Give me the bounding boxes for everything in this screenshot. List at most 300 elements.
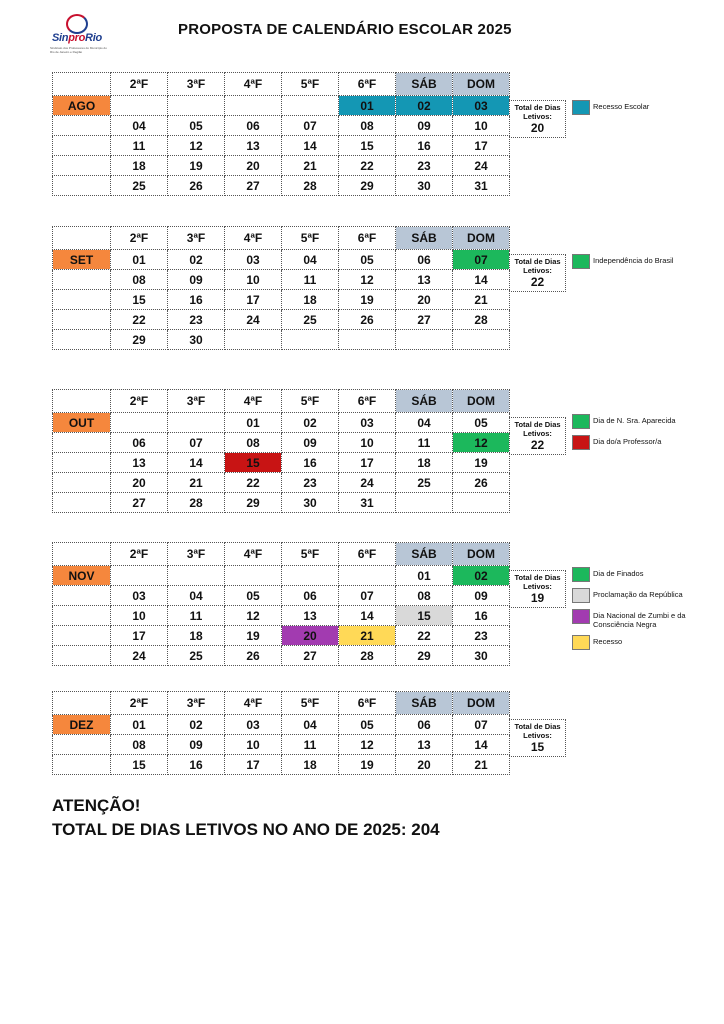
day-cell: 26 xyxy=(168,176,225,196)
day-cell: 03 xyxy=(453,96,510,116)
week-row xyxy=(53,735,510,755)
day-cell: 20 xyxy=(225,156,282,176)
day-cell: 11 xyxy=(396,433,453,453)
corner-cell xyxy=(53,390,111,413)
day-cell: 19 xyxy=(168,156,225,176)
weekday-header: 2ªF xyxy=(111,73,168,96)
day-cell: 03 xyxy=(339,413,396,433)
total-days-label: Total de Dias Letivos: xyxy=(514,573,561,591)
week-row xyxy=(53,433,510,453)
week-row xyxy=(53,330,510,350)
day-cell: 07 xyxy=(168,433,225,453)
calendar-table xyxy=(52,72,510,196)
day-cell: 18 xyxy=(168,626,225,646)
day-cell: 12 xyxy=(339,735,396,755)
legend-swatch xyxy=(572,609,590,624)
legend-swatch xyxy=(572,414,590,429)
empty-cell xyxy=(168,413,225,433)
weekday-header: 2ªF xyxy=(111,543,168,566)
day-cell: 24 xyxy=(453,156,510,176)
legend xyxy=(572,254,722,275)
empty-cell xyxy=(282,330,339,350)
day-cell: 18 xyxy=(396,453,453,473)
empty-cell xyxy=(453,330,510,350)
day-cell: 30 xyxy=(282,493,339,513)
legend-item xyxy=(572,635,722,650)
day-cell: 04 xyxy=(111,116,168,136)
weekday-header: 4ªF xyxy=(225,390,282,413)
day-cell: 12 xyxy=(339,270,396,290)
day-cell: 19 xyxy=(339,290,396,310)
day-cell: 07 xyxy=(282,116,339,136)
day-cell: 28 xyxy=(339,646,396,666)
weekday-header: 3ªF xyxy=(168,73,225,96)
empty-cell xyxy=(225,96,282,116)
day-cell: 10 xyxy=(111,606,168,626)
day-cell: 26 xyxy=(225,646,282,666)
day-cell: 01 xyxy=(396,566,453,586)
day-cell: 14 xyxy=(168,453,225,473)
day-cell: 05 xyxy=(168,116,225,136)
week-row xyxy=(53,493,510,513)
total-days-label: Total de Dias Letivos: xyxy=(514,103,561,121)
week-row xyxy=(53,156,510,176)
day-cell: 05 xyxy=(453,413,510,433)
empty-cell xyxy=(53,433,111,453)
empty-cell xyxy=(53,453,111,473)
day-cell: 15 xyxy=(339,136,396,156)
day-cell: 19 xyxy=(453,453,510,473)
day-cell: 06 xyxy=(396,250,453,270)
day-cell: 16 xyxy=(282,453,339,473)
day-cell: 17 xyxy=(453,136,510,156)
month-label: SET xyxy=(53,250,111,270)
day-cell: 11 xyxy=(168,606,225,626)
day-cell: 01 xyxy=(225,413,282,433)
weekday-header: 5ªF xyxy=(282,390,339,413)
empty-cell xyxy=(53,606,111,626)
notice-total-days: TOTAL DE DIAS LETIVOS NO ANO DE 2025: 204 xyxy=(52,820,440,839)
corner-cell xyxy=(53,227,111,250)
day-cell: 11 xyxy=(282,735,339,755)
empty-cell xyxy=(53,156,111,176)
calendar-table xyxy=(52,542,510,666)
day-cell: 22 xyxy=(111,310,168,330)
day-cell: 08 xyxy=(396,586,453,606)
day-cell: 18 xyxy=(282,290,339,310)
day-cell: 30 xyxy=(453,646,510,666)
legend-item xyxy=(572,100,722,115)
day-cell: 24 xyxy=(111,646,168,666)
day-cell: 25 xyxy=(111,176,168,196)
weekday-header: 6ªF xyxy=(339,692,396,715)
month-label: OUT xyxy=(53,413,111,433)
day-cell: 08 xyxy=(225,433,282,453)
weekday-header: SÁB xyxy=(396,543,453,566)
total-days-value: 19 xyxy=(530,591,545,605)
weekday-header: 6ªF xyxy=(339,543,396,566)
week-row xyxy=(53,715,510,735)
weekday-header: SÁB xyxy=(396,227,453,250)
legend-item xyxy=(572,435,722,450)
legend-swatch xyxy=(572,435,590,450)
corner-cell xyxy=(53,543,111,566)
week-row xyxy=(53,176,510,196)
day-cell: 22 xyxy=(396,626,453,646)
week-row xyxy=(53,270,510,290)
empty-cell xyxy=(53,493,111,513)
legend-swatch xyxy=(572,588,590,603)
month-ago xyxy=(52,72,510,196)
empty-cell xyxy=(168,566,225,586)
day-cell: 05 xyxy=(339,250,396,270)
week-row xyxy=(53,413,510,433)
day-cell: 25 xyxy=(282,310,339,330)
day-cell: 27 xyxy=(282,646,339,666)
day-cell: 12 xyxy=(453,433,510,453)
empty-cell xyxy=(168,96,225,116)
day-cell: 29 xyxy=(396,646,453,666)
week-row xyxy=(53,606,510,626)
total-days-box xyxy=(509,100,566,138)
day-cell: 03 xyxy=(225,250,282,270)
empty-cell xyxy=(53,290,111,310)
legend-text: Dia Nacional de Zumbi e da Consciência Negra xyxy=(593,611,686,629)
day-cell: 04 xyxy=(282,715,339,735)
legend-swatch xyxy=(572,635,590,650)
corner-cell xyxy=(53,692,111,715)
empty-cell xyxy=(53,646,111,666)
legend-swatch xyxy=(572,254,590,269)
weekday-header: 5ªF xyxy=(282,543,339,566)
day-cell: 27 xyxy=(396,310,453,330)
weekday-header: 6ªF xyxy=(339,227,396,250)
weekday-header: 2ªF xyxy=(111,692,168,715)
day-cell: 04 xyxy=(282,250,339,270)
day-cell: 30 xyxy=(168,330,225,350)
day-cell: 01 xyxy=(339,96,396,116)
day-cell: 25 xyxy=(168,646,225,666)
weekday-header: 5ªF xyxy=(282,692,339,715)
empty-cell xyxy=(396,493,453,513)
day-cell: 28 xyxy=(168,493,225,513)
legend-text: Dia de Finados xyxy=(593,569,644,578)
day-cell: 02 xyxy=(168,250,225,270)
day-cell: 16 xyxy=(168,755,225,775)
day-cell: 29 xyxy=(339,176,396,196)
week-row xyxy=(53,290,510,310)
legend-item xyxy=(572,567,722,582)
empty-cell xyxy=(339,330,396,350)
legend-item xyxy=(572,609,722,629)
day-cell: 27 xyxy=(225,176,282,196)
empty-cell xyxy=(53,330,111,350)
day-cell: 24 xyxy=(339,473,396,493)
day-cell: 11 xyxy=(111,136,168,156)
notice xyxy=(52,794,440,842)
day-cell: 21 xyxy=(339,626,396,646)
day-cell: 07 xyxy=(453,715,510,735)
weekday-header: SÁB xyxy=(396,73,453,96)
empty-cell xyxy=(225,566,282,586)
day-cell: 10 xyxy=(453,116,510,136)
day-cell: 14 xyxy=(453,735,510,755)
day-cell: 09 xyxy=(168,735,225,755)
empty-cell xyxy=(53,735,111,755)
day-cell: 06 xyxy=(396,715,453,735)
empty-cell xyxy=(53,116,111,136)
empty-cell xyxy=(453,493,510,513)
empty-cell xyxy=(53,270,111,290)
week-row xyxy=(53,646,510,666)
day-cell: 20 xyxy=(111,473,168,493)
weekday-header: DOM xyxy=(453,692,510,715)
day-cell: 26 xyxy=(453,473,510,493)
weekday-header: DOM xyxy=(453,227,510,250)
day-cell: 31 xyxy=(339,493,396,513)
total-days-label: Total de Dias Letivos: xyxy=(514,257,561,275)
empty-cell xyxy=(396,330,453,350)
weekday-header: 4ªF xyxy=(225,227,282,250)
sinprorio-logo xyxy=(48,14,108,56)
legend-text: Independência do Brasil xyxy=(593,256,674,265)
day-cell: 02 xyxy=(168,715,225,735)
day-cell: 06 xyxy=(282,586,339,606)
weekday-header: SÁB xyxy=(396,692,453,715)
weekday-header: 2ªF xyxy=(111,227,168,250)
week-row xyxy=(53,586,510,606)
weekday-header: 6ªF xyxy=(339,390,396,413)
day-cell: 10 xyxy=(339,433,396,453)
weekday-header: 2ªF xyxy=(111,390,168,413)
day-cell: 09 xyxy=(453,586,510,606)
total-days-box xyxy=(509,254,566,292)
legend xyxy=(572,567,722,656)
week-row xyxy=(53,310,510,330)
day-cell: 06 xyxy=(111,433,168,453)
week-row xyxy=(53,250,510,270)
day-cell: 23 xyxy=(396,156,453,176)
day-cell: 17 xyxy=(225,755,282,775)
month-label: DEZ xyxy=(53,715,111,735)
day-cell: 07 xyxy=(339,586,396,606)
legend-item xyxy=(572,254,722,269)
empty-cell xyxy=(282,96,339,116)
day-cell: 13 xyxy=(396,270,453,290)
day-cell: 15 xyxy=(225,453,282,473)
legend-text: Dia de N. Sra. Aparecida xyxy=(593,416,676,425)
day-cell: 03 xyxy=(225,715,282,735)
day-cell: 16 xyxy=(396,136,453,156)
empty-cell xyxy=(53,176,111,196)
weekday-header: 4ªF xyxy=(225,692,282,715)
day-cell: 25 xyxy=(396,473,453,493)
day-cell: 10 xyxy=(225,735,282,755)
total-days-box xyxy=(509,417,566,455)
month-dez xyxy=(52,691,510,775)
week-row xyxy=(53,136,510,156)
total-days-value: 22 xyxy=(530,438,545,452)
day-cell: 18 xyxy=(282,755,339,775)
day-cell: 16 xyxy=(168,290,225,310)
day-cell: 13 xyxy=(282,606,339,626)
day-cell: 10 xyxy=(225,270,282,290)
day-cell: 21 xyxy=(453,290,510,310)
week-row xyxy=(53,453,510,473)
day-cell: 02 xyxy=(453,566,510,586)
week-row xyxy=(53,755,510,775)
day-cell: 15 xyxy=(111,290,168,310)
day-cell: 20 xyxy=(396,755,453,775)
calendar-table xyxy=(52,691,510,775)
day-cell: 20 xyxy=(282,626,339,646)
day-cell: 12 xyxy=(225,606,282,626)
week-row xyxy=(53,96,510,116)
calendar-table xyxy=(52,226,510,350)
legend-item xyxy=(572,414,722,429)
day-cell: 20 xyxy=(396,290,453,310)
logo-subtitle: Sindicato dos Professores do Município do Rio de Janeiro e Região xyxy=(50,46,107,54)
month-label: NOV xyxy=(53,566,111,586)
day-cell: 07 xyxy=(453,250,510,270)
total-days-value: 20 xyxy=(530,121,545,135)
legend-swatch xyxy=(572,567,590,582)
month-nov xyxy=(52,542,510,666)
weekday-header: 4ªF xyxy=(225,73,282,96)
empty-cell xyxy=(111,566,168,586)
day-cell: 14 xyxy=(282,136,339,156)
page-title: PROPOSTA DE CALENDÁRIO ESCOLAR 2025 xyxy=(178,21,512,38)
empty-cell xyxy=(53,586,111,606)
day-cell: 05 xyxy=(225,586,282,606)
day-cell: 01 xyxy=(111,250,168,270)
month-out xyxy=(52,389,510,513)
weekday-header: 6ªF xyxy=(339,73,396,96)
day-cell: 02 xyxy=(396,96,453,116)
legend-text: Recesso Escolar xyxy=(593,102,650,111)
day-cell: 08 xyxy=(339,116,396,136)
logo-swirl-icon xyxy=(66,14,88,34)
empty-cell xyxy=(339,566,396,586)
weekday-header: 4ªF xyxy=(225,543,282,566)
legend xyxy=(572,100,722,121)
empty-cell xyxy=(225,330,282,350)
day-cell: 29 xyxy=(225,493,282,513)
total-days-label: Total de Dias Letivos: xyxy=(514,722,561,740)
day-cell: 09 xyxy=(396,116,453,136)
notice-attention: ATENÇÃO! xyxy=(52,796,141,815)
day-cell: 22 xyxy=(225,473,282,493)
day-cell: 26 xyxy=(339,310,396,330)
empty-cell xyxy=(282,566,339,586)
corner-cell xyxy=(53,73,111,96)
day-cell: 09 xyxy=(168,270,225,290)
empty-cell xyxy=(53,310,111,330)
week-row xyxy=(53,626,510,646)
week-row xyxy=(53,566,510,586)
day-cell: 18 xyxy=(111,156,168,176)
day-cell: 03 xyxy=(111,586,168,606)
day-cell: 19 xyxy=(225,626,282,646)
legend-text: Proclamação da República xyxy=(593,590,683,599)
total-days-label: Total de Dias Letivos: xyxy=(514,420,561,438)
day-cell: 21 xyxy=(282,156,339,176)
day-cell: 22 xyxy=(339,156,396,176)
day-cell: 08 xyxy=(111,270,168,290)
day-cell: 02 xyxy=(282,413,339,433)
day-cell: 01 xyxy=(111,715,168,735)
week-row xyxy=(53,473,510,493)
calendar-table xyxy=(52,389,510,513)
day-cell: 23 xyxy=(282,473,339,493)
weekday-header: 5ªF xyxy=(282,227,339,250)
day-cell: 28 xyxy=(453,310,510,330)
day-cell: 19 xyxy=(339,755,396,775)
legend-text: Recesso xyxy=(593,637,623,646)
weekday-header: 5ªF xyxy=(282,73,339,96)
day-cell: 04 xyxy=(168,586,225,606)
empty-cell xyxy=(53,755,111,775)
day-cell: 09 xyxy=(282,433,339,453)
day-cell: 14 xyxy=(339,606,396,626)
total-days-box xyxy=(509,570,566,608)
day-cell: 31 xyxy=(453,176,510,196)
day-cell: 30 xyxy=(396,176,453,196)
total-days-value: 22 xyxy=(530,275,545,289)
legend-swatch xyxy=(572,100,590,115)
weekday-header: 3ªF xyxy=(168,543,225,566)
day-cell: 16 xyxy=(453,606,510,626)
month-set xyxy=(52,226,510,350)
day-cell: 28 xyxy=(282,176,339,196)
empty-cell xyxy=(53,473,111,493)
day-cell: 23 xyxy=(168,310,225,330)
empty-cell xyxy=(53,626,111,646)
legend-item xyxy=(572,588,722,603)
day-cell: 13 xyxy=(225,136,282,156)
day-cell: 15 xyxy=(396,606,453,626)
total-days-box xyxy=(509,719,566,757)
legend xyxy=(572,414,722,456)
weekday-header: SÁB xyxy=(396,390,453,413)
week-row xyxy=(53,116,510,136)
weekday-header: 3ªF xyxy=(168,390,225,413)
day-cell: 11 xyxy=(282,270,339,290)
day-cell: 21 xyxy=(453,755,510,775)
day-cell: 12 xyxy=(168,136,225,156)
day-cell: 17 xyxy=(225,290,282,310)
weekday-header: 3ªF xyxy=(168,692,225,715)
day-cell: 17 xyxy=(339,453,396,473)
day-cell: 08 xyxy=(111,735,168,755)
total-days-value: 15 xyxy=(530,740,545,754)
day-cell: 13 xyxy=(396,735,453,755)
day-cell: 14 xyxy=(453,270,510,290)
day-cell: 06 xyxy=(225,116,282,136)
weekday-header: DOM xyxy=(453,73,510,96)
empty-cell xyxy=(53,136,111,156)
empty-cell xyxy=(111,413,168,433)
day-cell: 15 xyxy=(111,755,168,775)
empty-cell xyxy=(111,96,168,116)
day-cell: 21 xyxy=(168,473,225,493)
logo-wordmark: SinproRio xyxy=(52,32,102,44)
day-cell: 24 xyxy=(225,310,282,330)
day-cell: 05 xyxy=(339,715,396,735)
day-cell: 17 xyxy=(111,626,168,646)
day-cell: 27 xyxy=(111,493,168,513)
legend-text: Dia do/a Professor/a xyxy=(593,437,662,446)
